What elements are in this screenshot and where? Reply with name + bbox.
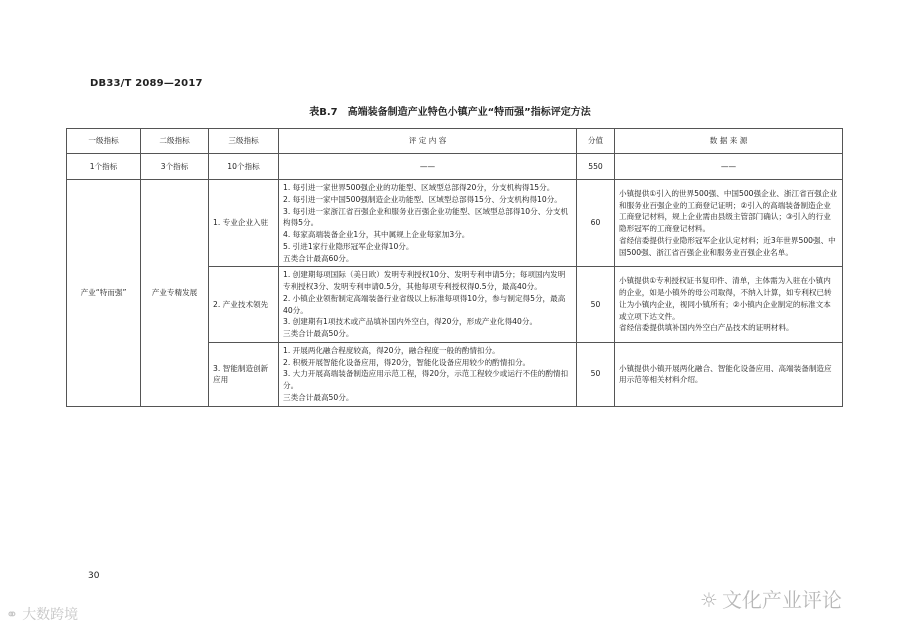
level3-cell: 2. 产业技术领先	[209, 267, 279, 343]
criteria-cell	[279, 267, 577, 343]
criteria-total: 三类合计最高50分。	[283, 393, 354, 403]
table-row	[67, 180, 843, 267]
source-item: 小镇提供①引入的世界500强、中国500强企业、浙江省百强企业和服务业百强企业的工商登记证明；②引入的高端装备制造企业工商登记材料，规上企业需由县级主管部门确认；③引入的行业隐形冠军的工商登记材料。	[619, 188, 838, 234]
summary-source: ——	[615, 154, 843, 180]
criteria-item: 3. 大力开展高端装备制造应用示范工程，得20分，示范工程较少或运行不佳的酌情扣分。	[283, 369, 569, 391]
source-cell	[615, 180, 843, 267]
criteria-item: 5. 引进1家行业隐形冠军企业得10分。	[283, 241, 414, 251]
level1-cell: 产业“特而强”	[67, 180, 141, 407]
score-cell: 50	[577, 267, 615, 343]
source-item: 省经信委提供填补国内外空白产品技术的证明材料。	[619, 323, 794, 333]
criteria-item: 2. 每引进一家中国500强制造企业功能型、区域型总部得15分、分支机构得10分。	[283, 194, 562, 204]
criteria-item: 3. 每引进一家浙江省百强企业和服务业百强企业功能型、区域型总部得10分、分支机构得5分。	[283, 206, 569, 228]
watermark-right-text: 文化产业评论	[721, 588, 842, 612]
score-cell: 60	[577, 180, 615, 267]
col-header-level1: 一级指标	[67, 129, 141, 154]
criteria-item: 2. 小镇企业领衔制定高端装备行业省级以上标准每项得10分，参与制定得5分，最高40分。	[283, 293, 566, 315]
col-header-score: 分值	[577, 129, 615, 154]
criteria-item: 2. 积极开展智能化设备应用，得20分，智能化设备应用较少的酌情扣分。	[283, 357, 531, 367]
level3-cell: 3. 智能制造创新应用	[209, 342, 279, 406]
criteria-item: 1. 每引进一家世界500强企业的功能型、区域型总部得20分，分支机构得15分。	[283, 183, 555, 192]
criteria-item: 3. 创建期有1项技术或产品填补国内外空白，得20分，形成产业化得40分。	[283, 317, 538, 327]
source-item: 小镇提供①专利授权证书复印件、清单，主体需为入驻在小镇内的企业，如是小镇外的母公司取得，不纳入计算，如专利权已转让为小镇内企业，视同小镇所有；②小镇内企业制定的标准文本或立项下达文件。	[619, 276, 832, 321]
wechat-icon: ☼	[700, 588, 718, 612]
source-cell	[615, 342, 843, 406]
watermark-logo-icon: ⚭	[6, 607, 18, 623]
evaluation-table	[66, 128, 843, 407]
summary-row	[67, 154, 843, 180]
level2-cell: 产业专精发展	[141, 180, 209, 407]
summary-score: 550	[577, 154, 615, 180]
source-item: 小镇提供小镇开展两化融合、智能化设备应用、高端装备制造应用示范等相关材料介绍。	[619, 363, 832, 385]
summary-level2: 3个指标	[141, 154, 209, 180]
col-header-level2: 二级指标	[141, 129, 209, 154]
criteria-item: 1. 创建期每项国际（美日欧）发明专利授权10分、发明专利申请5分；每项国内发明专利授权3分、发明专利申请0.5分，其他每项专利授权得0.5分，最高40分。	[283, 270, 566, 292]
watermark-left	[6, 604, 78, 624]
criteria-total: 五类合计最高60分。	[283, 253, 354, 263]
table-header-row	[67, 129, 843, 154]
level3-cell: 1. 专业企业入驻	[209, 180, 279, 267]
score-cell: 50	[577, 342, 615, 406]
criteria-cell	[279, 342, 577, 406]
criteria-cell	[279, 180, 577, 267]
summary-criteria: ——	[279, 154, 577, 180]
criteria-item: 1. 开展两化融合程度较高，得20分，融合程度一般的酌情扣分。	[283, 345, 500, 355]
table-title: 表B.7 高端装备制造产业特色小镇产业“特而强”指标评定方法	[309, 107, 591, 118]
summary-level1: 1个指标	[67, 154, 141, 180]
source-cell	[615, 267, 843, 343]
criteria-item: 4. 每家高端装备企业1分，其中属规上企业每家加3分。	[283, 230, 470, 240]
col-header-criteria: 评 定 内 容	[279, 129, 577, 154]
standard-number: DB33/T 2089—2017	[90, 78, 203, 89]
source-item: 省经信委提供行业隐形冠军企业认定材料；近3年世界500强、中国500强、浙江省百强企业和服务业百强企业名单。	[619, 235, 836, 257]
watermark-right	[700, 584, 842, 613]
criteria-total: 三类合计最高50分。	[283, 329, 354, 339]
watermark-left-text: 大数跨境	[22, 607, 79, 623]
col-header-level3: 三级指标	[209, 129, 279, 154]
col-header-source: 数 据 来 源	[615, 129, 843, 154]
summary-level3: 10个指标	[209, 154, 279, 180]
page-number: 30	[88, 571, 100, 581]
